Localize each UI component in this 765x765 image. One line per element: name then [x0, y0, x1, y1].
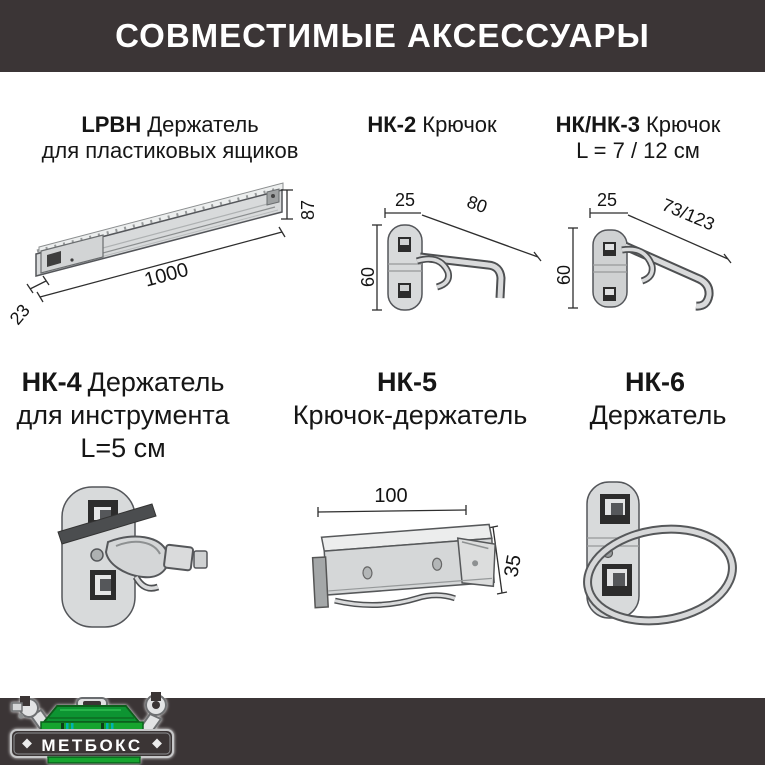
hk6-code: НК-6: [625, 367, 685, 397]
hk3-subtitle: L = 7 / 12 см: [576, 138, 700, 163]
hk3-dim-length: 73/123: [659, 194, 718, 235]
brand-name: МЕТБОКС: [41, 736, 143, 755]
brand-plaque: [11, 730, 173, 757]
lpbh-title: [18, 112, 322, 164]
brand-green-bar: [48, 757, 140, 763]
hk5-code: НК-5: [377, 367, 437, 397]
hk2-title: [337, 112, 527, 138]
hk5-name: Крючок-держатель: [292, 400, 528, 430]
hk2-name: Крючок: [422, 112, 497, 137]
hk4-subtitle2: L=5 см: [80, 433, 166, 463]
hk3-drawing: [553, 186, 765, 338]
hk2-dim-length: 80: [464, 191, 490, 218]
hk6-title: [548, 366, 765, 432]
hk3-title: [533, 112, 743, 164]
brand-logo: [5, 692, 180, 765]
hk3-dim-width: 25: [596, 190, 618, 210]
hk3-code: НК/НК-3: [555, 112, 640, 137]
hk5-title: [290, 366, 530, 432]
hk3-dim-height: 60: [554, 264, 574, 285]
hk5-dim-length: 100: [374, 485, 408, 507]
toolbox-icon: [41, 698, 143, 733]
hk2-dim-height: 60: [358, 266, 378, 287]
lpbh-name: Держатель: [147, 112, 259, 137]
hk6-name: Держатель: [589, 400, 727, 430]
hk5-dim-height: 35: [500, 553, 526, 579]
hk5-drawing: [303, 483, 533, 625]
hk2-code: НК-2: [367, 112, 417, 137]
lpbh-dim-depth: 23: [5, 300, 34, 329]
hk4-subtitle: для инструмента: [16, 400, 230, 430]
hk3-name: Крючок: [645, 112, 721, 137]
header-bar: [0, 0, 765, 72]
hk2-dim-width: 25: [394, 190, 416, 210]
lpbh-subtitle: для пластиковых ящиков: [41, 138, 299, 163]
hk4-title: [11, 366, 235, 465]
lpbh-dim-length: 1000: [142, 258, 191, 292]
hk2-drawing: [360, 186, 545, 334]
page-title: СОВМЕСТИМЫЕ АКСЕССУАРЫ: [115, 17, 650, 54]
hk4-name: Держатель: [87, 367, 225, 397]
hk4-drawing: [48, 482, 218, 642]
lpbh-code: LPBH: [81, 112, 142, 137]
lpbh-drawing: [5, 180, 330, 335]
hk4-code: НК-4: [21, 367, 82, 397]
lpbh-dim-height: 87: [298, 199, 318, 220]
hk6-drawing: [573, 476, 763, 650]
